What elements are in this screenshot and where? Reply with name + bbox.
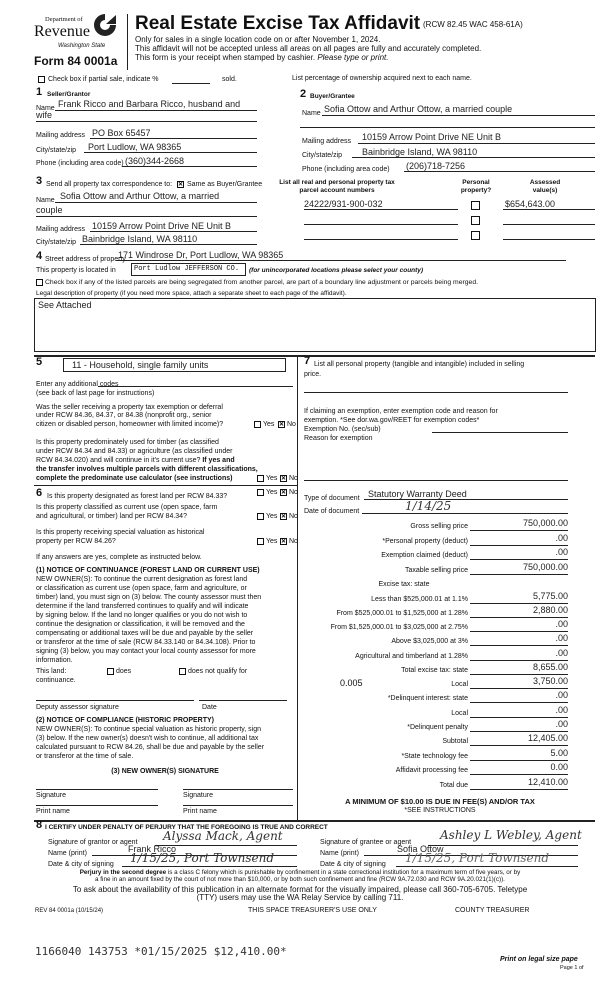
- historic-no-checkbox[interactable]: [280, 538, 287, 545]
- personal-property-checkbox[interactable]: [471, 216, 480, 225]
- assessed-header-1: Assessed: [529, 179, 561, 186]
- accessibility-note: To ask about the availability of this publication in an alternate format for the visually impaired, please call 360-705-6705. Teletype: [72, 885, 528, 894]
- correspondence-label: Send all property tax correspondence to:: [46, 181, 173, 188]
- perjury-bold: Perjury in the second degree: [79, 869, 167, 876]
- assessed-line: [503, 224, 595, 225]
- does-not-qualify-checkbox[interactable]: [179, 668, 186, 675]
- buyer-mail-line: [358, 143, 595, 144]
- accessibility-note-2: (TTY) users may use the WA Relay Service by calling 711.: [196, 893, 404, 902]
- exemption-note-2: exemption. *See dor.wa.gov/REET for exemption codes*: [304, 417, 480, 424]
- no-label: No: [289, 513, 298, 520]
- corr-mail[interactable]: 10159 Arrow Point Drive NE Unit B: [92, 221, 232, 231]
- revision-label: REV 84 0001a (10/15/24): [35, 908, 104, 914]
- section-divider: [34, 820, 595, 822]
- q2-text: Is this property predominately used for timber (as classified: [36, 439, 219, 446]
- section-2-number: 2: [300, 88, 307, 100]
- corr-name-line-2: [36, 216, 257, 217]
- seller-mail-label: Mailing address: [36, 132, 86, 139]
- yes-label: Yes: [263, 421, 275, 428]
- tax-row-label: Above $3,025,000 at 3%: [391, 638, 468, 645]
- ownership-note: List percentage of ownership acquired next to each name.: [292, 75, 472, 82]
- signature-line[interactable]: [36, 789, 158, 790]
- print-legal-note: Print on legal size pape: [500, 956, 578, 963]
- tax-row-value[interactable]: .00: [555, 705, 568, 715]
- tax-row-label: Subtotal: [442, 738, 468, 745]
- buyer-name-line-2: [300, 127, 595, 128]
- deputy-label: Deputy assessor signature: [36, 704, 119, 711]
- header-line-3: [135, 53, 388, 62]
- column-divider: [297, 356, 298, 822]
- tax-row-value[interactable]: .00: [555, 690, 568, 700]
- historic-yes-checkbox[interactable]: [257, 538, 264, 545]
- tax-row-label: From $1,525,000.01 to $3,025,000 at 2.75%: [330, 624, 468, 631]
- dor-swirl-icon: [92, 12, 118, 38]
- personal-property-label: List all personal property (tangible and intangible) included in selling: [314, 361, 525, 368]
- does-not-label: does not qualify for: [188, 668, 248, 675]
- notice-line: or transferor at the time of sale.: [36, 753, 134, 760]
- grantor-name[interactable]: Frank Ricco: [128, 844, 177, 854]
- parcel-line: [304, 209, 458, 210]
- buyer-mail[interactable]: 10159 Arrow Point Drive NE Unit B: [362, 132, 502, 142]
- form-number: Form 84 0001a: [34, 54, 118, 68]
- tax-row-value[interactable]: 2,880.00: [532, 605, 568, 615]
- buyer-name-label: Name: [302, 110, 321, 117]
- segregated-checkbox[interactable]: [36, 279, 43, 286]
- grantee-name-label: Name (print): [320, 850, 359, 857]
- personal-property-checkbox[interactable]: [471, 201, 480, 210]
- grantee-date-line: [396, 866, 578, 867]
- assessed-line: [503, 209, 595, 210]
- tax-row-value[interactable]: 5,775.00: [532, 591, 568, 601]
- logo-state: Washington State: [58, 43, 106, 49]
- print-name-label: Print name: [36, 808, 70, 815]
- yes-label: Yes: [266, 513, 278, 520]
- additional-codes-note: (see back of last page for instructions): [36, 390, 155, 397]
- buyer-city-label: City/state/zip: [302, 152, 343, 159]
- section-4-number: 4: [36, 250, 43, 262]
- seller-phone-line: [122, 166, 257, 167]
- grantor-date-line: [122, 866, 297, 867]
- legal-label: Legal description of property (if you need more space, attach a separate sheet to each page of the affidavit).: [36, 290, 347, 297]
- does-label: does: [116, 668, 132, 675]
- doc-type-label: Type of document: [304, 495, 360, 502]
- section-1-number: 1: [36, 86, 43, 98]
- tax-row-line: [470, 645, 568, 646]
- tax-row-value[interactable]: .00: [555, 547, 568, 557]
- tax-row-line: [470, 745, 568, 746]
- tax-row-line: [470, 760, 568, 761]
- no-label: No: [287, 421, 296, 428]
- notice-line: information.: [36, 657, 73, 664]
- grantor-date-label: Date & city of signing: [48, 861, 114, 868]
- q2-text-bold: the transfer involves multiple parcels with different classifications,: [36, 466, 258, 473]
- tax-row-label: Local: [451, 681, 468, 688]
- yes-label: Yes: [266, 475, 278, 482]
- tax-row-label: Agricultural and timberland at 1.28%: [355, 653, 468, 660]
- print-name-label: Print name: [183, 808, 217, 815]
- notice-line: continue the designation or classification, it will be removed and the: [36, 621, 245, 628]
- corr-name-2[interactable]: couple: [36, 205, 63, 215]
- tax-row-line: [470, 731, 568, 732]
- seller-name-2[interactable]: wife: [36, 110, 53, 120]
- current-use-yes-checkbox[interactable]: [257, 513, 264, 520]
- personal-property-checkbox[interactable]: [471, 231, 480, 240]
- grantee-date-city[interactable]: 1/15/25, Port Townsend: [405, 851, 550, 865]
- partial-sale-label: Check box if partial sale, indicate %: [48, 76, 159, 83]
- logo-dept: Department of: [45, 16, 83, 23]
- no-label: No: [289, 538, 298, 545]
- section-3-number: 3: [36, 175, 43, 187]
- tax-row-label: Total excise tax: state: [401, 667, 468, 674]
- grantor-name-label: Name (print): [48, 850, 87, 857]
- minimum-due-note: A MINIMUM OF $10.00 IS DUE IN FEE(S) AND/OR TAX: [345, 797, 535, 806]
- located-note: (for unincorporated locations please select your county): [249, 267, 424, 274]
- does-qualify-checkbox[interactable]: [107, 668, 114, 675]
- grantee-signature[interactable]: Ashley L Webley, Agent: [440, 828, 582, 842]
- q2-text: under RCW 84.34 and 84.33) or agriculture (as classified under: [36, 448, 233, 455]
- q2-text-part: RCW 84.34.020) and will continue in it's current use?: [36, 457, 201, 464]
- q1-yes-checkbox[interactable]: [254, 421, 261, 428]
- forest-yes-checkbox[interactable]: [257, 489, 264, 496]
- seller-name-line-2: [36, 121, 257, 122]
- county-treasurer-label: COUNTY TREASURER: [455, 907, 530, 914]
- tax-row-value[interactable]: .00: [555, 533, 568, 543]
- notice-line: signing (3) below, you may contact your local county assessor for more: [36, 648, 256, 655]
- buyer-phone[interactable]: (206)718-7256: [406, 161, 466, 171]
- assessed-header-2: value(s): [532, 187, 558, 194]
- tax-row-line: [470, 631, 568, 632]
- tax-row-value[interactable]: 12,410.00: [527, 777, 568, 787]
- tax-row-label: Excise tax: state: [378, 581, 430, 588]
- notice-2-title: (2) NOTICE OF COMPLIANCE (HISTORIC PROPERTY): [36, 717, 214, 724]
- parcel-number[interactable]: 24222/931-900-032: [304, 199, 383, 209]
- seller-title: Seller/Grantor: [47, 91, 91, 98]
- section-6-number: 6: [36, 487, 43, 499]
- tax-row-line: [470, 545, 568, 546]
- header-divider: [127, 14, 128, 70]
- exemption-reason-line[interactable]: [304, 480, 568, 481]
- tax-row-line: [470, 603, 568, 604]
- tax-row-line: [470, 789, 568, 790]
- buyer-name[interactable]: Sofia Ottow and Arthur Ottow, a married couple: [324, 104, 513, 114]
- grantee-sig-line: [428, 845, 578, 846]
- tax-row-label: Affidavit processing fee: [395, 767, 468, 774]
- land-use-code-select[interactable]: [63, 358, 286, 372]
- tax-row-label: Less than $525,000.01 at 1.1%: [371, 596, 468, 603]
- q2-no-checkbox[interactable]: [280, 475, 287, 482]
- notice-line: NEW OWNER(S): To continue special valuation as historic property, sign: [36, 726, 261, 733]
- corr-city[interactable]: Bainbridge Island, WA 98110: [82, 234, 198, 244]
- grantor-signature[interactable]: Alyssa Mack, Agent: [163, 829, 283, 843]
- treasurer-use-label: THIS SPACE TREASURER'S USE ONLY: [248, 907, 377, 914]
- tax-row-value[interactable]: .00: [555, 648, 568, 658]
- grantor-date-city[interactable]: 1/15/25, Port Townsend: [130, 851, 275, 865]
- q2-text: [36, 456, 235, 465]
- divider: [34, 485, 297, 486]
- yes-label: Yes: [266, 538, 278, 545]
- logo-revenue: Revenue: [34, 23, 90, 40]
- if-any-note: If any answers are yes, complete as instructed below.: [36, 554, 202, 561]
- corr-name-line: [55, 202, 257, 203]
- exemption-reason-label: Reason for exemption: [304, 435, 373, 442]
- header-line-1: Only for sales in a single location code on or after November 1, 2024.: [135, 35, 381, 44]
- personal-header-1: Personal: [462, 179, 490, 186]
- corr-mail-label: Mailing address: [36, 226, 86, 233]
- assessed-line: [503, 239, 595, 240]
- personal-header-2: property?: [460, 187, 492, 194]
- seller-phone-label: Phone (including area code): [36, 160, 124, 167]
- tax-row-value[interactable]: 8,655.00: [532, 662, 568, 672]
- tax-row-value[interactable]: .00: [555, 719, 568, 729]
- tax-row-line: [470, 774, 568, 775]
- additional-codes-label: Enter any additional codes: [36, 381, 119, 388]
- legal-description: See Attached: [38, 300, 92, 310]
- perjury-text: is a class C felony which is punishable by confinement in a state correctional institution for a maximum term of five years, or by: [167, 869, 521, 876]
- corr-name[interactable]: Sofia Ottow and Arthur Ottow, a married: [60, 191, 220, 201]
- tax-row-value[interactable]: 750,000.00: [522, 518, 568, 528]
- location-select[interactable]: [131, 263, 246, 276]
- grantee-name[interactable]: Sofia Ottow: [397, 844, 444, 854]
- grantee-date-label: Date & city of signing: [320, 861, 386, 868]
- tax-row-line: [470, 702, 568, 703]
- grantee-sig-label: Signature of grantee or agent: [320, 839, 412, 846]
- tax-row-label: *State technology fee: [401, 753, 468, 760]
- exemption-no-label: Exemption No. (sec/sub): [304, 426, 381, 433]
- notice-3-title: (3) NEW OWNER(S) SIGNATURE: [111, 768, 219, 775]
- corr-city-label: City/state/zip: [36, 239, 77, 246]
- q1-text: Was the seller receiving a property tax exemption or deferral: [36, 404, 223, 411]
- notice-line: or transferor at the time of sale (RCW 84.33.140 or 84.34.108). Prior to: [36, 639, 256, 646]
- buyer-city-line: [352, 157, 595, 158]
- street-line: [116, 260, 566, 261]
- partial-sale-checkbox[interactable]: [38, 76, 45, 83]
- perjury-line-1: [2, 869, 598, 876]
- form-rcw: (RCW 82.45 WAC 458-61A): [423, 20, 523, 29]
- doc-type-line: [364, 499, 568, 500]
- forest-no-checkbox[interactable]: [280, 489, 287, 496]
- q2-yes-checkbox[interactable]: [257, 475, 264, 482]
- section-divider: [34, 355, 595, 357]
- print-name-line[interactable]: [183, 805, 293, 806]
- local-rate: 0.005: [340, 678, 363, 688]
- q1-text: under RCW 84.36, 84.37, or 84.38 (nonprofit org., senior: [36, 412, 212, 419]
- tax-row-label: From $525,000.01 to $1,525,000 at 1.28%: [336, 610, 468, 617]
- located-label: This property is located in: [36, 267, 116, 274]
- assessed-value[interactable]: $654,643.00: [505, 199, 556, 209]
- street-label: Street address of property: [45, 256, 126, 263]
- no-label: No: [289, 489, 298, 496]
- doc-date-line: [362, 513, 568, 514]
- section-5-number: 5: [36, 356, 43, 368]
- buyer-title: Buyer/Grantee: [310, 93, 355, 100]
- tax-row-value[interactable]: 5.00: [550, 748, 568, 758]
- notice-line: timber) land, you must sign on (3) below. The county assessor must then: [36, 594, 262, 601]
- perjury-line-2: a fine in an amount fixed by the court of not more than $10,000, or by both such confinement and fine (RCW 9A.72.030 and RCW 9A.20.021(1)(c)).: [95, 876, 505, 883]
- this-land-label: This land:: [36, 668, 67, 675]
- forest-land-question: Is this property designated as forest land per RCW 84.33?: [47, 493, 228, 500]
- no-label: No: [289, 475, 298, 482]
- tax-row-line: [470, 617, 568, 618]
- parcel-line: [304, 239, 458, 240]
- segregated-label: Check box if any of the listed parcels are being segregated from another parcel, are part of a boundary line adjustment or parcels being merged.: [45, 279, 478, 286]
- q2-text-bold: If yes and: [202, 457, 235, 464]
- deputy-signature-line[interactable]: [36, 700, 194, 701]
- street-address[interactable]: 171 Windrose Dr, Port Ludlow, WA 98365: [118, 250, 284, 260]
- tax-row-line: [470, 660, 568, 661]
- current-use-no-checkbox[interactable]: [280, 513, 287, 520]
- tax-row-value[interactable]: 12,405.00: [527, 733, 568, 743]
- seller-name-label: Name: [36, 105, 55, 112]
- notice-line: NEW OWNER(S): To continue the current designation as forest land: [36, 576, 248, 583]
- tax-row-label: *Delinquent penalty: [407, 724, 468, 731]
- tax-row-line: [470, 559, 568, 560]
- parcel-header-2: parcel account numbers: [299, 187, 375, 194]
- seller-name[interactable]: Frank Ricco and Barbara Ricco, husband and: [58, 99, 241, 109]
- tax-row-line: [470, 717, 568, 718]
- tax-row-label: Gross selling price: [410, 523, 468, 530]
- tax-row-value[interactable]: 0.00: [550, 762, 568, 772]
- page-number: Page 1 of: [560, 965, 584, 971]
- notice-line: or classification as current use (open space, farm and agriculture, or: [36, 585, 247, 592]
- tax-row-value[interactable]: .00: [555, 633, 568, 643]
- q2-text-bold: complete the predominate use calculator (see instructions): [36, 475, 233, 482]
- notice-line: by signing below. If the land no longer qualifies or you do not wish to: [36, 612, 248, 619]
- section-8-number: 8: [36, 819, 43, 831]
- buyer-name-line: [322, 115, 595, 116]
- current-use-question: and agricultural, or timber) land per RCW 84.34?: [36, 513, 187, 520]
- tax-row-line: [470, 674, 568, 675]
- buyer-phone-line: [404, 171, 595, 172]
- seller-city-line: [84, 152, 257, 153]
- location-value: Port Ludlow JEFFERSON CO.: [134, 265, 240, 273]
- print-name-line[interactable]: [36, 805, 158, 806]
- corr-city-line: [80, 244, 257, 245]
- tax-row-line: [470, 574, 568, 575]
- notice-line: (3) below. If the new owner(s) doesn't wish to continue, all additional tax: [36, 735, 259, 742]
- buyer-phone-label: Phone (including area code): [302, 166, 390, 173]
- see-instructions: *SEE INSTRUCTIONS: [404, 807, 476, 814]
- parcel-line: [304, 224, 458, 225]
- doc-date[interactable]: 1/14/25: [405, 499, 452, 513]
- personal-property-label-2: price.: [304, 371, 322, 378]
- notice-line: determine if the land transferred continues to qualify and will indicate: [36, 603, 249, 610]
- tax-row-label: *Delinquent interest: state: [387, 695, 468, 702]
- notice-1-title: (1) NOTICE OF CONTINUANCE (FOREST LAND OR CURRENT USE): [36, 567, 260, 574]
- continuance-label: continuance.: [36, 677, 76, 684]
- doc-date-label: Date of document: [304, 508, 360, 515]
- tax-row-value[interactable]: 3,750.00: [532, 676, 568, 686]
- date-label: Date: [202, 704, 217, 711]
- signature-label: Signature: [183, 792, 213, 799]
- notice-line: calculated pursuant to RCW 84.26, shall be due and payable by the seller: [36, 744, 265, 751]
- yes-label: Yes: [266, 489, 278, 496]
- header-line-2: This affidavit will not be accepted unless all areas on all pages are fully and accurately completed.: [135, 44, 482, 53]
- header-line-3-italic: Please type or print.: [317, 53, 389, 62]
- same-as-buyer-checkbox[interactable]: [177, 181, 184, 188]
- tax-row-value[interactable]: 750,000.00: [522, 562, 568, 572]
- corr-name-label: Name: [36, 197, 55, 204]
- seller-name-line: [55, 110, 257, 111]
- buyer-mail-label: Mailing address: [302, 138, 352, 145]
- tax-row-value[interactable]: .00: [555, 619, 568, 629]
- buyer-city[interactable]: Bainbridge Island, WA 98110: [362, 147, 478, 157]
- historic-question: property per RCW 84.26?: [36, 538, 116, 545]
- legal-description-field[interactable]: [34, 298, 596, 352]
- section-7-number: 7: [304, 355, 311, 367]
- form-title: Real Estate Excise Tax Affidavit: [135, 13, 421, 34]
- parcel-header-1: List all real and personal property tax: [279, 179, 395, 186]
- tax-row-label: Exemption claimed (deduct): [381, 552, 468, 559]
- land-use-code: 11 - Household, single family units: [72, 360, 209, 370]
- header-line-3-text: This form is your receipt when stamped by cashier.: [135, 53, 316, 62]
- corr-mail-line: [90, 231, 257, 232]
- tax-row-line: [470, 530, 568, 531]
- partial-pct-line[interactable]: [172, 83, 210, 84]
- partial-sold: sold.: [222, 76, 237, 83]
- deputy-date-line[interactable]: [199, 700, 287, 701]
- tax-row-line: [470, 688, 568, 689]
- tax-row-label: Taxable selling price: [404, 567, 468, 574]
- tax-row-label: Total due: [439, 782, 468, 789]
- seller-city-label: City/state/zip: [36, 147, 77, 154]
- tax-row-label: *Personal property (deduct): [382, 538, 468, 545]
- signature-label: Signature: [36, 792, 66, 799]
- treasurer-receipt-stamp: 1166040 143753 *01/15/2025 $12,410.00*: [35, 945, 287, 958]
- certify-statement: I CERTIFY UNDER PENALTY OF PERJURY THAT THE FOREGOING IS TRUE AND CORRECT: [45, 824, 328, 831]
- personal-property-line[interactable]: [304, 392, 568, 393]
- signature-line[interactable]: [183, 789, 293, 790]
- doc-type[interactable]: Statutory Warranty Deed: [368, 489, 467, 499]
- additional-codes-line[interactable]: [98, 386, 293, 387]
- seller-phone[interactable]: (360)344-2668: [125, 156, 185, 166]
- grantor-sig-label: Signature of grantor or agent: [48, 839, 138, 846]
- exemption-note: If claiming an exemption, enter exemption code and reason for: [304, 408, 498, 415]
- current-use-question: Is this property classified as current use (open space, farm: [36, 504, 218, 511]
- historic-question: Is this property receiving special valuation as historical: [36, 529, 205, 536]
- seller-mail[interactable]: PO Box 65457: [92, 128, 151, 138]
- q1-no-checkbox[interactable]: [278, 421, 285, 428]
- seller-mail-line: [90, 138, 257, 139]
- tax-row-label: Local: [451, 710, 468, 717]
- seller-city[interactable]: Port Ludlow, WA 98365: [88, 142, 182, 152]
- same-as-buyer-label: Same as Buyer/Grantee: [187, 181, 263, 188]
- grantor-sig-line: [155, 845, 297, 846]
- notice-line: compensating or additional taxes will be due and payable by the seller: [36, 630, 254, 637]
- exemption-no-line[interactable]: [432, 432, 568, 433]
- q1-text: citizen or disabled person, homeowner with limited income)?: [36, 421, 224, 428]
